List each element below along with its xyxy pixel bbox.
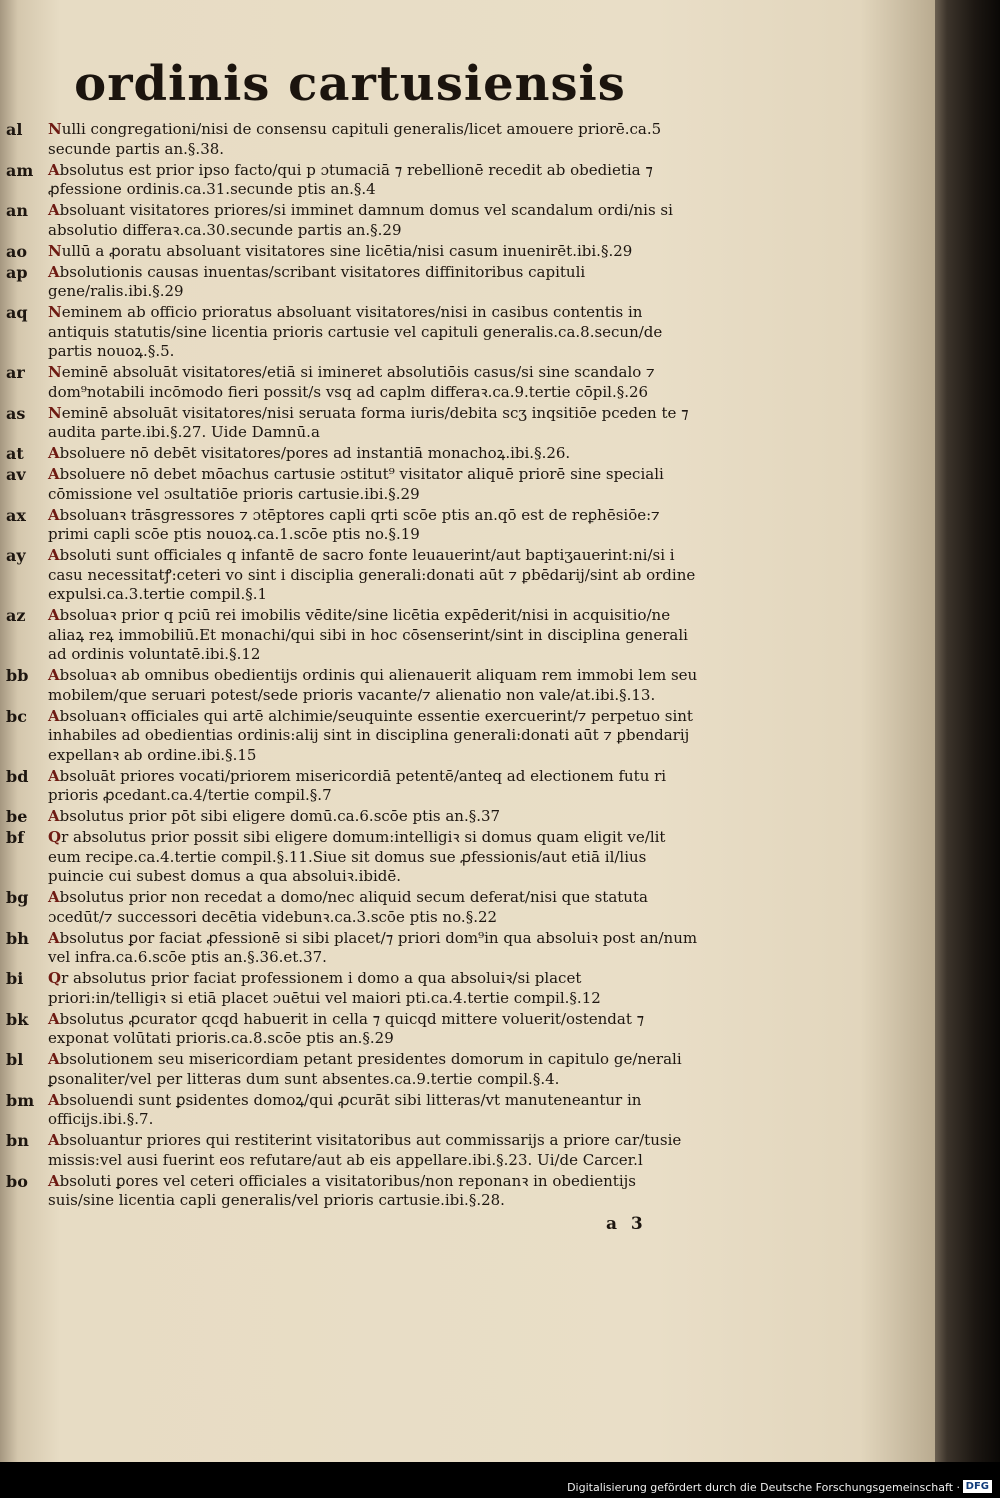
entry-text: Absoluti sunt officiales q infantē de sacro fonte leuauerint/aut baptiʒauerint:ni/si i casu necessitatꝭ:ceteri vo sint i disciplia generali:donati aūt ⁊ ꝑbēdarij/sint ab ordine expulsi.ca.3.tertie compil.§.1 [48,546,696,603]
entry-code: az [6,606,26,625]
entry-text: Absoluāt priores vocati/priorem misericordiā petentē/anteq ad electionem futu ri prioris ꝓcedant.ca.4/tertie compil.§.7 [48,766,667,804]
entry-text: Absoluaꝛ ab omnibus obedientijs ordinis qui alienauerit aliquam rem immobi lem seu mobilem/que seruari potest/sede prioris vacante/⁊ alienatio non vale/at.ibi.§.13. [48,666,698,704]
index-entry [0,363,700,402]
footer-funding-text: Digitalisierung gefördert durch die Deutsche Forschungsgemeinschaft · [567,1481,960,1494]
index-entry [0,465,700,504]
index-entry [0,707,700,766]
index-entry [0,666,700,705]
page-title: ordinis cartusiensis [74,56,626,112]
dfg-logo: DFG [963,1480,992,1493]
entry-text: Qr absolutus prior possit sibi eligere domum:intelligiꝛ si domus quam eligit ve/lit eum recipe.ca.4.tertie compil.§.11.Siue sit domus sue ꝓfessionis/aut etiā il/lius puincie cui subest domus a qua absoluiꝛ.ibidē. [48,828,666,885]
entry-code: am [6,160,34,180]
entry-code: ar [6,363,25,382]
entry-code: bf [6,828,25,847]
index-entry [0,828,700,887]
index-entry [0,1091,700,1130]
index-entry [0,201,700,240]
entry-code: ay [6,546,26,565]
index-entry [0,1131,700,1170]
index-entries [0,120,700,1212]
entry-code: bl [6,1050,24,1069]
entry-code: ap [6,262,28,282]
entry-code: al [6,120,23,139]
index-entry [0,303,700,362]
index-entry [0,929,700,968]
entry-code: bi [6,969,24,988]
entry-text: Absolutus ꝑor faciat ꝓfessionē si sibi placet/⁊ priori dom⁹in qua absoluiꝛ post an/num vel infra.ca.6.scōe ptis an.§.36.et.37. [48,928,698,966]
entry-code: as [6,403,26,423]
index-entry [0,120,700,159]
entry-text: Absolutus ꝓcurator qcqd habuerit in cella ⁊ quicqd mittere voluerit/ostendat ⁊ exponat volūtati prioris.ca.8.scōe ptis an.§.29 [48,1009,645,1047]
index-entry [0,161,700,200]
index-entry [0,606,700,665]
entry-text: Absoluere nō debet mōachus cartusie ɔstitut⁹ visitator aliquē priorē sine speciali cōmissione vel ɔsultatiōe prioris cartusie.ibi.§.29 [48,465,664,503]
index-entry [0,444,700,464]
entry-text: Absoluantur priores qui restiterint visitatoribus aut commissarijs a priore car/tusie missis:vel ausi fuerint eos refutare/aut ab eis appellare.ibi.§.23. Ui/de Carcer.l [48,1131,682,1169]
entry-text: Neminē absoluāt visitatores/nisi seruata forma iuris/debita scʒ inqsitiōe pceden te ⁊ audita parte.ibi.§.27. Uide Damnū.a [48,403,689,441]
entry-text: Neminem ab officio prioratus absoluant visitatores/nisi in casibus contentis in antiquis statutis/sine licentia prioris cartusie vel capituli generalis.ca.8.secun/de partis nouoꝝ.§.5. [48,303,663,360]
entry-code: be [6,807,28,826]
index-entry [0,807,700,827]
index-entry [0,1010,700,1049]
entry-code: bk [6,1009,29,1029]
index-entry [0,242,700,262]
entry-text: Absolutionem seu misericordiam petant presidentes domorum in capitulo ge/nerali ꝑsonaliter/vel per litteras dum sunt absentes.ca.9.tertie compil.§.4. [48,1050,682,1088]
index-entry [0,506,700,545]
index-entry [0,888,700,927]
entry-text: Absoluaꝛ prior q pciū rei imobilis vēdite/sine licētia expēderit/nisi in acquisitio/ne aliaꝝ reꝝ immobiliū.Et monachi/qui sibi in hoc cōsenserint/sint in disciplina generali ad ordinis voluntatē.ibi.§.12 [48,606,688,663]
entry-code: ax [6,505,26,525]
entry-text: Absoluant visitatores priores/si imminet damnum domus vel scandalum ordi/nis si absolutio differaꝛ.ca.30.secunde partis an.§.29 [48,201,673,239]
entry-code: bd [6,766,29,786]
entry-text: Qr absolutus prior faciat professionem i domo a qua absoluiꝛ/si placet priori:in/telligiꝛ si etiā placet ɔuētui vel maiori pti.ca.4.tertie compil.§.12 [48,969,601,1007]
page-edge-shadow [935,0,1000,1462]
entry-text: Absolutionis causas inuentas/scribant visitatores diffinitoribus capituli gene/ralis.ibi.§.29 [48,262,586,300]
entry-text: Absoluanꝛ officiales qui artē alchimie/seuquinte essentie exercuerint/⁊ perpetuo sint inhabiles ad obedientias ordinis:alij sint in disciplina generali:donati aūt ⁊ ꝑbendarij expellanꝛ ab ordine.ibi.§.15 [48,706,693,764]
entry-text: Absolutus prior non recedat a domo/nec aliquid secum deferat/nisi que statuta ɔcedūt/⁊ successori decētia videbunꝛ.ca.3.scōe ptis no.§.22 [48,888,648,926]
index-entry [0,767,700,806]
entry-text: Nulli congregationi/nisi de consensu capituli generalis/licet amouere priorē.ca.5 secunde partis an.§.38. [48,120,662,158]
entry-code: bb [6,666,29,685]
entry-code: bm [6,1090,35,1110]
entry-text: Nullū a ꝓoratu absoluant visitatores sine licētia/nisi casum inuenirēt.ibi.§.29 [48,241,633,260]
index-entry [0,263,700,302]
index-entry [0,969,700,1008]
entry-code: bn [6,1131,29,1150]
entry-text: Absoluanꝛ trāsgressores ⁊ ɔtēptores capli qrti scōe ptis an.qō est de reꝑhēsiōe:⁊ primi capli scōe ptis nouoꝝ.ca.1.scōe ptis no.§.19 [48,505,660,543]
entry-code: aq [6,303,28,322]
entry-code: ao [6,241,28,261]
index-entry [0,1172,700,1211]
footer-bar [0,1476,1000,1498]
entry-text: Absolutus est prior ipso facto/qui p ɔtumaciā ⁊ rebellionē recedit ab obedietia ⁊ ꝓfessione ordinis.ca.31.secunde ptis an.§.4 [48,160,653,198]
entry-code: av [6,465,26,484]
index-entry [0,546,700,605]
entry-code: bo [6,1171,28,1191]
entry-text: Absoluti ꝑores vel ceteri officiales a visitatoribus/non reponanꝛ in obedientijs suis/sine licentia capli generalis/vel prioris cartusie.ibi.§.28. [48,1171,636,1209]
entry-code: bc [6,706,27,726]
entry-code: at [6,444,24,463]
entry-code: bh [6,928,29,948]
signature-mark: a 3 [606,1214,647,1234]
entry-text: Absoluere nō debēt visitatores/pores ad instantiā monachoꝝ.ibi.§.26. [48,444,571,462]
index-entry [0,404,700,443]
index-entry [0,1050,700,1089]
entry-text: Absoluendi sunt ꝑsidentes domoꝝ/qui ꝓcurāt sibi litteras/vt manuteneantur in officijs.ibi.§.7. [48,1090,642,1128]
entry-text: Absolutus prior pōt sibi eligere domū.ca.6.scōe ptis an.§.37 [48,807,501,825]
entry-text: Neminē absoluāt visitatores/etiā si imineret absolutiōis casus/si sine scandalo ⁊ dom⁹notabili incōmodo fieri possit/s vsq ad caplm differaꝛ.ca.9.tertie cōpil.§.26 [48,363,655,401]
entry-code: an [6,201,28,220]
entry-code: bg [6,888,29,907]
